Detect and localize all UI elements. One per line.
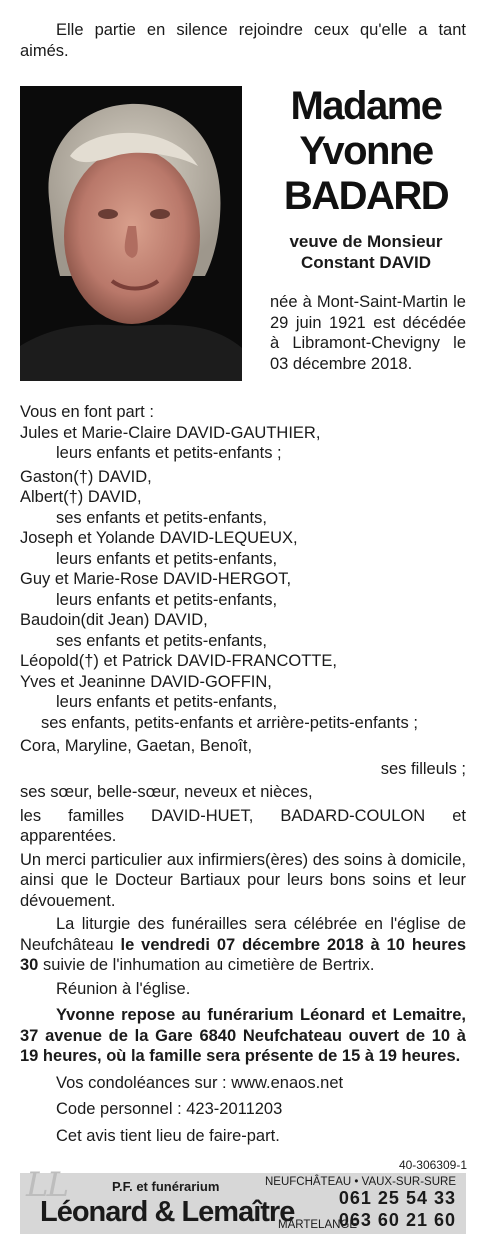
family-sub-line: ses enfants et petits-enfants, bbox=[56, 508, 267, 527]
funeral-home-type: P.F. et funérarium bbox=[112, 1179, 220, 1194]
portrait-photo bbox=[20, 86, 242, 381]
announce-line: Vous en font part : bbox=[20, 403, 154, 421]
funeral-home-name: Léonard & Lemaître bbox=[40, 1196, 295, 1228]
reference-number: 40-306309-1 bbox=[398, 1158, 467, 1172]
family-line: Joseph et Yolande DAVID-LEQUEUX, bbox=[20, 529, 298, 547]
funeral-home-banner bbox=[20, 1165, 466, 1234]
widow-line-1: veuve de Monsieur bbox=[289, 232, 443, 251]
liturgy-text-end: suivie de l'inhumation au cimetière de Bertrix. bbox=[38, 956, 375, 974]
birth-death-text: née à Mont-Saint-Martin le 29 juin 1921 est décédée à Libramont-Chevigny le 03 décembre 2018. bbox=[270, 293, 466, 373]
liturgy-date: le vendredi 07 décembre 2018 à 10 heures 30 bbox=[20, 935, 467, 974]
phone-number-2: 063 60 21 60 bbox=[338, 1210, 456, 1230]
reunion-line: Réunion à l'église. bbox=[56, 979, 191, 998]
families-word: les bbox=[20, 806, 42, 825]
widow-line-2: Constant DAVID bbox=[300, 253, 431, 272]
condolences-line: Vos condoléances sur : www.enaos.net bbox=[56, 1073, 344, 1092]
families-word: familles bbox=[68, 806, 125, 825]
family-line: Gaston(†) DAVID, bbox=[20, 467, 152, 486]
family-sub-line: leurs enfants et petits-enfants, bbox=[56, 693, 278, 711]
families-word: BADARD-COULON bbox=[280, 806, 426, 825]
notice-body bbox=[20, 402, 466, 1146]
intro-text: Elle partie en silence rejoindre ceux qu'elle a tant aimés. bbox=[20, 21, 466, 60]
family-sub-line: leurs enfants et petits-enfants, bbox=[56, 549, 278, 568]
brand-logo: LL bbox=[26, 1165, 68, 1205]
notice-line: Cet avis tient lieu de faire-part. bbox=[56, 1126, 280, 1145]
widow-of bbox=[252, 231, 480, 273]
personal-code-line: Code personnel : 423-2011203 bbox=[56, 1100, 283, 1118]
family-sub-line: ses enfants, petits-enfants et arrière-petits-enfants ; bbox=[41, 713, 418, 732]
deceased-name bbox=[252, 84, 480, 219]
portrait-image bbox=[20, 86, 242, 381]
families-word: et bbox=[452, 806, 466, 825]
family-line: Baudoin(dit Jean) DAVID, bbox=[20, 611, 208, 629]
family-line: Jules et Marie-Claire DAVID-GAUTHIER, bbox=[20, 423, 321, 442]
location-label-1: NEUFCHÂTEAU • VAUX-SUR-SURE bbox=[264, 1176, 456, 1188]
name-line-3: BADARD bbox=[283, 174, 449, 218]
family-line: Yves et Jeaninne DAVID-GOFFIN, bbox=[20, 672, 272, 691]
relatives-line: ses sœur, belle-sœur, neveux et nièces, bbox=[20, 783, 313, 801]
family-line: Albert(†) DAVID, bbox=[20, 488, 142, 506]
family-sub-line: leurs enfants et petits-enfants ; bbox=[56, 444, 282, 462]
family-line: Léopold(†) et Patrick DAVID-FRANCOTTE, bbox=[20, 652, 337, 670]
family-sub-line: leurs enfants et petits-enfants, bbox=[56, 590, 278, 609]
name-line-1: Madame bbox=[290, 84, 442, 128]
thanks-paragraph: Un merci particulier aux infirmiers(ères) des soins à domicile, ainsi que le Docteur Bartiaux pour leurs bons soins et leur dévouement. bbox=[20, 850, 466, 910]
families-word: DAVID-HUET, bbox=[151, 806, 254, 825]
liturgy-paragraph bbox=[20, 914, 466, 976]
families-line-end: apparentées. bbox=[20, 827, 117, 845]
family-sub-line: ses enfants et petits-enfants, bbox=[56, 631, 267, 650]
name-line-2: Yvonne bbox=[299, 129, 433, 173]
liturgy-text: La liturgie des funérailles sera célébrée en l'église de Neufchâteau bbox=[20, 915, 466, 954]
godchildren-line: Cora, Maryline, Gaetan, Benoît, bbox=[20, 737, 253, 755]
godchildren-label: ses filleuls ; bbox=[380, 759, 466, 778]
location-label-2: MARTELANGE bbox=[278, 1219, 358, 1231]
family-line: Guy et Marie-Rose DAVID-HERGOT, bbox=[20, 570, 292, 588]
rest-paragraph: Yvonne repose au funérarium Léonard et Lemaitre, 37 avenue de la Gare 6840 Neufchateau ouvert de 10 à 19 heures, où la famille sera présente de 15 à 19 heures. bbox=[20, 1006, 466, 1065]
phone-number-1: 061 25 54 33 bbox=[338, 1188, 456, 1208]
families-line bbox=[20, 806, 466, 827]
